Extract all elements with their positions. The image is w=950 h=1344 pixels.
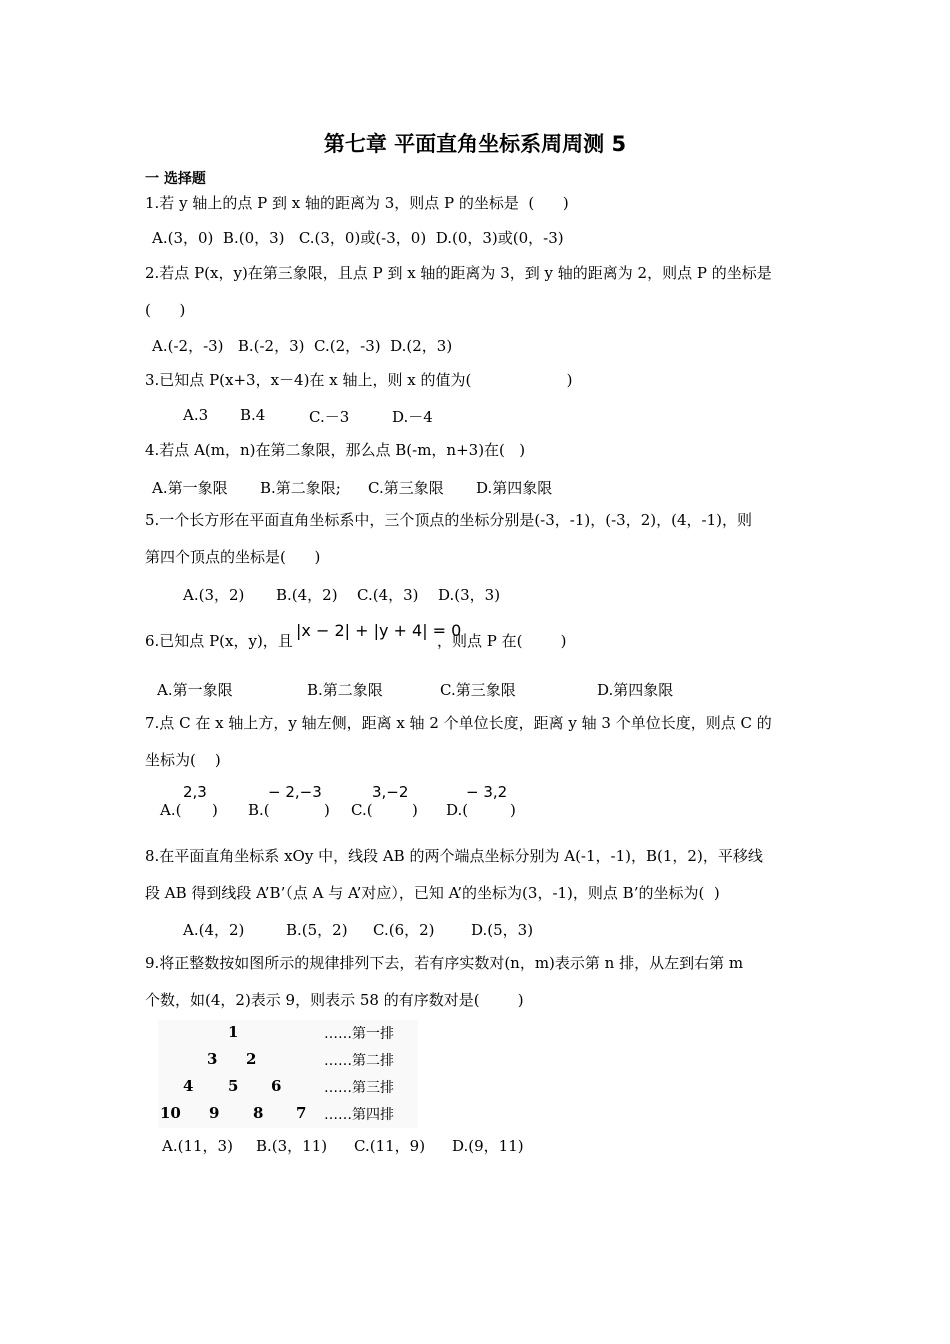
figure-number: 2	[246, 1050, 257, 1068]
figure-row-label: ……第二排	[324, 1053, 394, 1069]
question-7-option-c-value: 3,−2	[372, 783, 409, 801]
question-7-option-c-prefix: C.(	[351, 801, 373, 819]
question-8-option-a: A.(4，2)	[183, 921, 245, 939]
question-3-stem: 3.已知点 P(x+3，x－4)在 x 轴上，则 x 的值为( )	[145, 371, 573, 389]
question-5-option-a: A.(3，2)	[183, 586, 245, 604]
question-9-option-d: D.(9，11)	[452, 1137, 524, 1155]
question-5-stem: 5.一个长方形在平面直角坐标系中，三个顶点的坐标分别是(-3，-1)，(-3，2)，(4，-1)，则	[145, 511, 752, 529]
question-3-option-b: B.4	[240, 406, 266, 424]
question-7-option-b-suffix: )	[324, 801, 330, 819]
page-title: 第七章 平面直角坐标系周周测 5	[323, 132, 627, 156]
question-8-stem-cont: 段 AB 得到线段 A’B’（点 A 与 A’对应），已知 A’的坐标为(3，-1)，则点 B’的坐标为( )	[145, 884, 720, 902]
question-2-stem: 2.若点 P(x，y)在第三象限，且点 P 到 x 轴的距离为 3，到 y 轴的距离为 2，则点 P 的坐标是	[145, 264, 772, 282]
figure-number: 4	[183, 1077, 194, 1095]
question-5-option-b: B.(4，2)	[276, 586, 338, 604]
question-4-option-a: A.第一象限	[152, 479, 228, 497]
question-4-stem: 4.若点 A(m，n)在第二象限，那么点 B(-m，n+3)在( )	[145, 441, 526, 459]
figure-row-label: ……第一排	[324, 1026, 394, 1042]
question-7-option-a-prefix: A.(	[160, 801, 182, 819]
question-8-option-c: C.(6，2)	[373, 921, 435, 939]
question-7-option-d-suffix: )	[510, 801, 516, 819]
question-6-stem-post: ，则点 P 在( )	[437, 632, 567, 650]
question-7-stem: 7.点 C 在 x 轴上方，y 轴左侧，距离 x 轴 2 个单位长度，距离 y 轴 3 个单位长度，则点 C 的	[145, 714, 772, 732]
figure-number: 3	[207, 1050, 218, 1068]
question-6-stem-pre: 6.已知点 P(x，y)，且	[145, 632, 293, 650]
figure-number: 5	[228, 1077, 239, 1095]
question-6-option-c: C.第三象限	[440, 681, 516, 699]
question-2-stem-cont: ( )	[145, 301, 186, 319]
question-9-option-c: C.(11，9)	[354, 1137, 426, 1155]
question-3-option-a: A.3	[183, 406, 209, 424]
figure-number: 6	[271, 1077, 282, 1095]
question-7-option-c-suffix: )	[412, 801, 418, 819]
question-3-option-c: C.－3	[309, 408, 350, 426]
question-9-stem-cont: 个数，如(4，2)表示 9，则表示 58 的有序数对是( )	[145, 991, 524, 1009]
question-7-stem-cont: 坐标为( )	[145, 751, 221, 769]
question-7-option-d-value: − 3,2	[466, 783, 508, 801]
question-8-option-d: D.(5，3)	[471, 921, 534, 939]
question-6-option-d: D.第四象限	[597, 681, 674, 699]
question-4-option-c: C.第三象限	[368, 479, 444, 497]
question-9-option-a: A.(11，3)	[162, 1137, 233, 1155]
figure-row-label: ……第四排	[324, 1107, 394, 1123]
figure-number: 10	[160, 1104, 181, 1122]
question-5-option-d: D.(3，3)	[438, 586, 501, 604]
figure-number: 7	[296, 1104, 307, 1122]
number-pattern-figure	[158, 1020, 418, 1128]
question-7-option-b-prefix: B.(	[248, 801, 270, 819]
question-7-option-b-value: − 2,−3	[268, 783, 322, 801]
figure-row-label: ……第三排	[324, 1080, 394, 1096]
question-1-stem: 1.若 y 轴上的点 P 到 x 轴的距离为 3，则点 P 的坐标是 ( )	[145, 194, 569, 212]
question-4-option-b: B.第二象限;	[260, 479, 341, 497]
question-3-option-d: D.－4	[392, 408, 433, 426]
figure-number: 8	[253, 1104, 264, 1122]
question-7-option-a-value: 2,3	[183, 783, 207, 801]
question-8-option-b: B.(5，2)	[286, 921, 348, 939]
question-7-option-a-suffix: )	[212, 801, 218, 819]
question-8-stem: 8.在平面直角坐标系 xOy 中，线段 AB 的两个端点坐标分别为 A(-1，-1)，B(1，2)，平移线	[145, 847, 763, 865]
figure-number: 9	[209, 1104, 220, 1122]
question-5-option-c: C.(4，3)	[357, 586, 419, 604]
question-9-option-b: B.(3，11)	[256, 1137, 328, 1155]
question-9-stem: 9.将正整数按如图所示的规律排列下去，若有序实数对(n，m)表示第 n 排，从左到右第 m	[145, 954, 744, 972]
question-4-option-d: D.第四象限	[476, 479, 553, 497]
question-5-stem-cont: 第四个顶点的坐标是( )	[145, 548, 321, 566]
question-2-options: A.(-2，-3) B.(-2，3) C.(2，-3) D.(2，3)	[152, 337, 453, 355]
figure-number: 1	[228, 1023, 239, 1041]
question-1-options: A.(3，0) B.(0，3) C.(3，0)或(-3，0) D.(0，3)或(0，-3)	[152, 229, 564, 247]
question-6-option-a: A.第一象限	[157, 681, 233, 699]
section-heading: 一 选择题	[145, 171, 206, 187]
question-7-option-d-prefix: D.(	[446, 801, 469, 819]
question-6-option-b: B.第二象限	[307, 681, 383, 699]
question-6-formula: |x − 2| + |y + 4| = 0	[296, 621, 462, 640]
